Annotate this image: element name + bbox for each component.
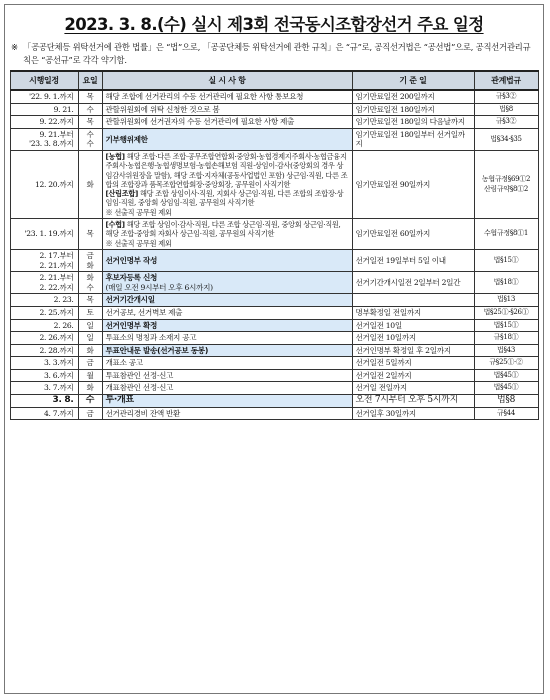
activity-line: 기부행위제한 [105,134,148,144]
cell-day: 수 [78,103,102,116]
cell-due: 임기만료일전 180일부터 선거일까지 [352,128,474,150]
schedule-table [10,70,539,420]
cell-due: 선거일후 30일까지 [352,407,474,420]
activity-line: 개표소 공고 [105,358,143,368]
table-row [10,90,538,103]
cell-due: 오전 7시부터 오후 5시까지 [352,395,474,408]
cell-day: 금 화 [78,249,102,271]
header-activity: 실 시 사 항 [102,71,352,90]
cell-date: 2. 23. [10,294,78,307]
cell-law: 법§13 [474,294,538,307]
activity-line: [산림조합] 해당 조합 상임이사·직원, 지회사 상근임·직원, 다른 조합의 조합장·상임임·직원, 중앙회 상임임·직원, 공무원의 사직기한 [105,189,344,208]
table-row [10,369,538,382]
cell-law: 농협규정§69①2 산림규약§8①2 [474,150,538,218]
cell-date: 9. 21. [10,103,78,116]
table-row [10,103,538,116]
cell-activity [102,116,352,129]
cell-day: 목 [78,294,102,307]
cell-day: 목 [78,116,102,129]
cell-due: 선거인명부 확정일 후 2일까지 [352,344,474,357]
cell-date: 3. 7.까지 [10,382,78,395]
cell-date: 2. 28.까지 [10,344,78,357]
header-day: 요일 [78,71,102,90]
cell-day: 금 [78,407,102,420]
table-row [10,407,538,420]
cell-law: 법§8 [474,103,538,116]
activity-line: 투·개표 [105,395,134,406]
note-mark: ※ [11,42,18,52]
table-row [10,116,538,129]
cell-date: 4. 7.까지 [10,407,78,420]
table-row [10,395,538,408]
cell-activity [102,306,352,319]
cell-activity [102,382,352,395]
table-row [10,272,538,294]
cell-activity [102,344,352,357]
cell-law: 법§18① [474,272,538,294]
activity-line: [농협] 해당 조합·다른 조합·공무조합연합회·중앙회·농협경제지주회사·농협금융지주회사·농협은행·농협생명보험·농협손해보험 직원·상임이·감사(중앙회의 경우 상임감사위원장을 말함), 해당 조합·지자체(공동사업법인 포함) 상근임·직원, 다른 조합의 조합장과 품목조합연합회장·중앙회장, 공무원이 사직기한 [105,151,348,189]
cell-date: '23. 1. 19.까지 [10,219,78,250]
cell-due: 선거일전 5일까지 [352,357,474,370]
cell-due: 임기만료일전 200일까지 [352,90,474,103]
activity-line: 선거공보, 선거벽보 제출 [105,307,183,317]
cell-date: 2. 17.부터 2. 21.까지 [10,249,78,271]
table-row [10,219,538,250]
header-date: 시행일정 [10,71,78,90]
cell-law: 규§18① [474,332,538,345]
table-row [10,150,538,218]
cell-due: 선거일 전일까지 [352,382,474,395]
activity-line: 선거기간개시일 [105,295,155,305]
org-tag: [수협] [105,220,125,230]
cell-activity [102,272,352,294]
org-tag: [농협] [105,151,125,161]
cell-activity [102,369,352,382]
activity-line: 후보자등록 신청 [105,273,158,283]
cell-day: 화 수 [78,272,102,294]
cell-due [352,294,474,307]
header-law: 관계법규 [474,71,538,90]
cell-due: 임기만료일전 60일까지 [352,219,474,250]
header-due: 기 준 일 [352,71,474,90]
cell-date: 3. 8. [10,395,78,408]
activity-line: ※ 선출직 공무원 제외 [105,207,172,217]
cell-law: 규§3② [474,116,538,129]
cell-day: 목 [78,219,102,250]
table-row [10,357,538,370]
cell-date: '22. 9. 1.까지 [10,90,78,103]
activity-line: 선거인명부 확정 [105,320,158,330]
cell-activity [102,395,352,408]
document-page [4,4,544,694]
cell-law: 법§25①·§26① [474,306,538,319]
note-text: 「공공단체등 위탁선거에 관한 법률」은 “법”으로, 「공공단체등 위탁선거에 관한 규칙」은 “규”로, 공직선거법은 “공선법”으로, 공직선거관리규칙은 “공선규”로 각각 약기함. [23,42,531,65]
cell-due: 선거일전 2일까지 [352,369,474,382]
activity-line: [수협] 해당 조합 상임이·감사·직원, 다른 조합 상근임·직원, 중앙회 상근임·직원, 해당 조합·중앙회 자회사 상근임·직원, 공무원의 사직기한 [105,220,341,239]
cell-date: 3. 6.까지 [10,369,78,382]
cell-law: 법§15① [474,249,538,271]
activity-line: 선거인명부 작성 [105,255,158,265]
cell-day: 월 [78,369,102,382]
cell-day: 화 [78,382,102,395]
activity-line: 투표참관인 선정·신고 [105,370,174,380]
cell-day: 수 수 [78,128,102,150]
activity-line: ※ 선출직 공무원 제외 [105,238,172,248]
cell-activity [102,219,352,250]
activity-line: 투표소의 명칭과 소재지 공고 [105,333,197,343]
cell-due: 임기만료일전 90일까지 [352,150,474,218]
cell-day: 일 [78,319,102,332]
cell-law: 법§45① [474,369,538,382]
table-header-row [10,71,538,90]
cell-date: 3. 3.까지 [10,357,78,370]
cell-due: 임기만료일전 180일까지 [352,103,474,116]
cell-law: 법§8 [474,395,538,408]
cell-activity [102,294,352,307]
cell-law: 법§43 [474,344,538,357]
org-tag: [산림조합] [105,189,139,199]
cell-date: 2. 26.까지 [10,332,78,345]
table-row [10,344,538,357]
cell-day: 화 [78,344,102,357]
cell-law: 수협규정§8①1 [474,219,538,250]
cell-activity [102,357,352,370]
table-row [10,332,538,345]
cell-date: 2. 26. [10,319,78,332]
cell-law: 법§34·§35 [474,128,538,150]
notes [5,41,543,67]
cell-date: 9. 22.까지 [10,116,78,129]
table-row [10,319,538,332]
schedule-rows [10,90,538,420]
cell-day: 일 [78,332,102,345]
cell-activity [102,150,352,218]
cell-date: 12. 20.까지 [10,150,78,218]
activity-line: 선거관리경비 잔액 반환 [105,408,181,418]
activity-line: 투표안내문 발송(선거공보 동봉) [105,345,208,355]
activity-line: 해당 조합에 선거관리의 수등 선거관리에 필요한 사항 통보요청 [105,92,304,101]
cell-activity [102,103,352,116]
cell-activity [102,90,352,103]
cell-activity [102,249,352,271]
cell-due: 선거일전 10일까지 [352,332,474,345]
cell-day: 금 [78,357,102,370]
cell-day: 수 [78,395,102,408]
table-row [10,128,538,150]
cell-day: 화 [78,150,102,218]
cell-date: 2. 25.까지 [10,306,78,319]
document-title: 2023. 3. 8.(수) 실시 제3회 전국동시조합장선거 주요 일정 [64,15,484,34]
table-row [10,382,538,395]
activity-line: 관할위원회에 위탁 신청한 것으로 봄 [105,104,220,114]
cell-due: 선거기간개시일전 2일부터 2일간 [352,272,474,294]
cell-law: 법§15① [474,319,538,332]
cell-due: 명부확정일 전일까지 [352,306,474,319]
table-row [10,249,538,271]
cell-due: 선거일전 10일 [352,319,474,332]
table-row [10,306,538,319]
cell-date: 9. 21.부터 '23. 3. 8.까지 [10,128,78,150]
cell-activity [102,332,352,345]
cell-activity [102,407,352,420]
cell-day: 토 [78,306,102,319]
activity-line: 개표참관인 선정·신고 [105,383,174,393]
cell-activity [102,128,352,150]
cell-law: 규§3② [474,90,538,103]
cell-day: 목 [78,90,102,103]
cell-due: 선거일전 19일부터 5일 이내 [352,249,474,271]
cell-law: 법§45① [474,382,538,395]
cell-date: 2. 21.부터 2. 22.까지 [10,272,78,294]
table-row [10,294,538,307]
cell-law: 규§25①·② [474,357,538,370]
cell-law: 규§44 [474,407,538,420]
activity-line: 관할위원회에 선거권자의 수등 선거관리에 필요한 사항 제출 [105,117,295,127]
note-line [5,41,543,67]
cell-activity [102,319,352,332]
cell-due: 임기만료일전 180일의 다음날까지 [352,116,474,129]
activity-line: (매일 오전 9시부터 오후 6시까지) [105,282,213,292]
